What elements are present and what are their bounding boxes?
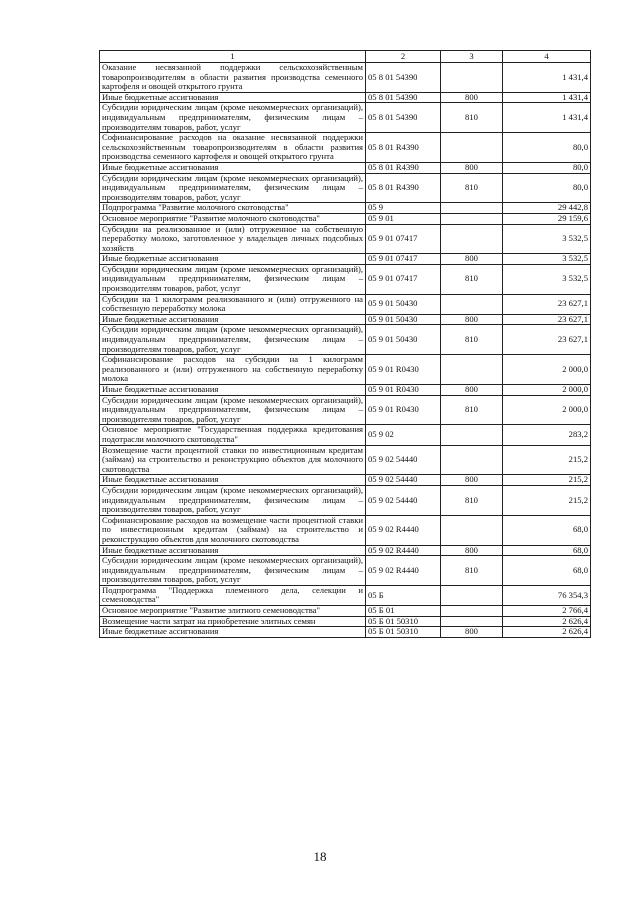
- row-name-cell: Оказание несвязанной поддержки сельскохозяйственным товаропроизводителям в области развития производства семенного картофеля и овощей открытого грунта: [100, 63, 366, 93]
- row-amount-cell: 283,2: [503, 425, 591, 445]
- row-amount-cell: 3 532,5: [503, 224, 591, 254]
- row-expense-type-cell: [441, 355, 503, 385]
- row-code-cell: 05 8 01 54390: [366, 103, 441, 133]
- row-code-cell: 05 9 01 50430: [366, 294, 441, 314]
- row-name-cell: Субсидии юридическим лицам (кроме некоммерческих организаций), индивидуальным предпринимателям, физическим лицам – производителям товаров, работ, услуг: [100, 325, 366, 355]
- table-row: [100, 556, 591, 586]
- row-name-cell: Основное мероприятие "Развитие молочного скотоводства": [100, 213, 366, 224]
- row-code-cell: 05 9 01 R0430: [366, 395, 441, 425]
- table-row: [100, 264, 591, 294]
- row-name-cell: Иные бюджетные ассигнования: [100, 627, 366, 638]
- row-name-cell: Основное мероприятие "Государственная поддержка кредитования подотрасли молочного скотоводства": [100, 425, 366, 445]
- row-amount-cell: 2 000,0: [503, 355, 591, 385]
- table-row: [100, 585, 591, 605]
- row-code-cell: 05 9 02 54440: [366, 475, 441, 486]
- row-amount-cell: 76 354,3: [503, 585, 591, 605]
- table-row: [100, 294, 591, 314]
- row-expense-type-cell: [441, 224, 503, 254]
- row-code-cell: 05 9 01: [366, 213, 441, 224]
- table-row: [100, 173, 591, 203]
- row-expense-type-cell: [441, 203, 503, 214]
- table-row: [100, 63, 591, 93]
- row-amount-cell: 80,0: [503, 162, 591, 173]
- row-expense-type-cell: [441, 425, 503, 445]
- row-expense-type-cell: 800: [441, 92, 503, 103]
- row-amount-cell: 23 627,1: [503, 325, 591, 355]
- page-number: 18: [313, 849, 327, 864]
- table-row: [100, 203, 591, 214]
- row-code-cell: 05 9 01 07417: [366, 224, 441, 254]
- table-row: [100, 515, 591, 545]
- row-name-cell: Субсидии на реализованное и (или) отгруженное на собственную переработку молоко, заготовленное у владельцев личных подсобных хозяйств: [100, 224, 366, 254]
- table-row: [100, 445, 591, 475]
- row-expense-type-cell: 810: [441, 485, 503, 515]
- row-expense-type-cell: 800: [441, 254, 503, 265]
- table-row: [100, 395, 591, 425]
- row-amount-cell: 3 532,5: [503, 264, 591, 294]
- row-expense-type-cell: [441, 63, 503, 93]
- table-row: [100, 545, 591, 556]
- row-amount-cell: 29 159,6: [503, 213, 591, 224]
- header-col-4: 4: [503, 51, 591, 63]
- row-name-cell: Возмещение части процентной ставки по инвестиционным кредитам (займам) на строительство и реконструкцию объектов для молочного скотоводства: [100, 445, 366, 475]
- row-amount-cell: 215,2: [503, 475, 591, 486]
- row-amount-cell: 23 627,1: [503, 314, 591, 325]
- row-code-cell: 05 Б 01 50310: [366, 627, 441, 638]
- row-expense-type-cell: [441, 616, 503, 627]
- row-expense-type-cell: 810: [441, 173, 503, 203]
- row-expense-type-cell: [441, 515, 503, 545]
- row-amount-cell: 68,0: [503, 556, 591, 586]
- table-row: [100, 314, 591, 325]
- row-code-cell: 05 Б 01 50310: [366, 616, 441, 627]
- row-name-cell: Субсидии на 1 килограмм реализованного и (или) отгруженного на собственную переработку молока: [100, 294, 366, 314]
- row-name-cell: Подпрограмма "Развитие молочного скотоводства": [100, 203, 366, 214]
- row-amount-cell: 2 626,4: [503, 627, 591, 638]
- row-name-cell: Субсидии юридическим лицам (кроме некоммерческих организаций), индивидуальным предпринимателям, физическим лицам – производителям товаров, работ, услуг: [100, 556, 366, 586]
- row-name-cell: Основное мероприятие "Развитие элитного семеноводства": [100, 606, 366, 617]
- row-expense-type-cell: [441, 294, 503, 314]
- header-row: [100, 51, 591, 63]
- row-code-cell: 05 9 02 R4440: [366, 556, 441, 586]
- row-amount-cell: 68,0: [503, 545, 591, 556]
- row-name-cell: Субсидии юридическим лицам (кроме некоммерческих организаций), индивидуальным предпринимателям, физическим лицам – производителям товаров, работ, услуг: [100, 485, 366, 515]
- row-code-cell: 05 9 02 54440: [366, 445, 441, 475]
- row-expense-type-cell: [441, 606, 503, 617]
- row-expense-type-cell: 800: [441, 314, 503, 325]
- row-code-cell: 05 9 02 54440: [366, 485, 441, 515]
- row-code-cell: 05 9 01 07417: [366, 254, 441, 265]
- row-code-cell: 05 9: [366, 203, 441, 214]
- table-body: [100, 63, 591, 638]
- row-code-cell: 05 8 01 R4390: [366, 162, 441, 173]
- row-code-cell: 05 Б: [366, 585, 441, 605]
- row-amount-cell: 1 431,4: [503, 103, 591, 133]
- row-name-cell: Софинансирование расходов на субсидии на 1 килограмм реализованного и (или) отгруженного на собственную переработку молока: [100, 355, 366, 385]
- row-name-cell: Подпрограмма "Поддержка племенного дела, селекции и семеноводства": [100, 585, 366, 605]
- row-expense-type-cell: 810: [441, 395, 503, 425]
- table-row: [100, 92, 591, 103]
- row-code-cell: 05 Б 01: [366, 606, 441, 617]
- table-row: [100, 254, 591, 265]
- table-row: [100, 325, 591, 355]
- header-col-1: 1: [100, 51, 366, 63]
- row-amount-cell: 215,2: [503, 445, 591, 475]
- row-expense-type-cell: [441, 213, 503, 224]
- budget-table: [99, 50, 591, 638]
- row-code-cell: 05 9 01 50430: [366, 314, 441, 325]
- row-expense-type-cell: 800: [441, 162, 503, 173]
- row-code-cell: 05 8 01 54390: [366, 92, 441, 103]
- row-name-cell: Иные бюджетные ассигнования: [100, 475, 366, 486]
- row-amount-cell: 29 442,8: [503, 203, 591, 214]
- row-amount-cell: 2 626,4: [503, 616, 591, 627]
- row-amount-cell: 68,0: [503, 515, 591, 545]
- row-code-cell: 05 8 01 54390: [366, 63, 441, 93]
- row-expense-type-cell: 800: [441, 545, 503, 556]
- row-name-cell: Субсидии юридическим лицам (кроме некоммерческих организаций), индивидуальным предпринимателям, физическим лицам – производителям товаров, работ, услуг: [100, 103, 366, 133]
- table-row: [100, 606, 591, 617]
- row-amount-cell: 2 000,0: [503, 385, 591, 396]
- row-name-cell: Субсидии юридическим лицам (кроме некоммерческих организаций), индивидуальным предпринимателям, физическим лицам – производителям товаров, работ, услуг: [100, 395, 366, 425]
- header-col-3: 3: [441, 51, 503, 63]
- row-code-cell: 05 8 01 R4390: [366, 173, 441, 203]
- row-amount-cell: 2 000,0: [503, 395, 591, 425]
- row-expense-type-cell: 810: [441, 103, 503, 133]
- row-expense-type-cell: [441, 585, 503, 605]
- table-row: [100, 162, 591, 173]
- table-header: [100, 51, 591, 63]
- row-code-cell: 05 9 01 07417: [366, 264, 441, 294]
- table-row: [100, 133, 591, 163]
- row-name-cell: Софинансирование расходов на возмещение части процентной ставки по инвестиционным кредитам (займам) на строительство и реконструкцию объектов для молочного скотоводства: [100, 515, 366, 545]
- row-name-cell: Возмещение части затрат на приобретение элитных семян: [100, 616, 366, 627]
- row-name-cell: Иные бюджетные ассигнования: [100, 545, 366, 556]
- header-col-2: 2: [366, 51, 441, 63]
- row-name-cell: Иные бюджетные ассигнования: [100, 314, 366, 325]
- row-amount-cell: 3 532,5: [503, 254, 591, 265]
- row-amount-cell: 2 766,4: [503, 606, 591, 617]
- table-row: [100, 213, 591, 224]
- row-code-cell: 05 9 02 R4440: [366, 515, 441, 545]
- row-name-cell: Иные бюджетные ассигнования: [100, 92, 366, 103]
- row-amount-cell: 80,0: [503, 133, 591, 163]
- row-amount-cell: 215,2: [503, 485, 591, 515]
- row-expense-type-cell: [441, 445, 503, 475]
- table-row: [100, 355, 591, 385]
- row-name-cell: Иные бюджетные ассигнования: [100, 254, 366, 265]
- row-expense-type-cell: 810: [441, 556, 503, 586]
- table-row: [100, 627, 591, 638]
- row-amount-cell: 80,0: [503, 173, 591, 203]
- row-name-cell: Субсидии юридическим лицам (кроме некоммерческих организаций), индивидуальным предпринимателям, физическим лицам – производителям товаров, работ, услуг: [100, 264, 366, 294]
- row-code-cell: 05 9 01 R0430: [366, 355, 441, 385]
- row-amount-cell: 23 627,1: [503, 294, 591, 314]
- row-expense-type-cell: 810: [441, 264, 503, 294]
- table-row: [100, 103, 591, 133]
- row-name-cell: Иные бюджетные ассигнования: [100, 162, 366, 173]
- row-code-cell: 05 9 01 R0430: [366, 385, 441, 396]
- row-expense-type-cell: 800: [441, 475, 503, 486]
- row-amount-cell: 1 431,4: [503, 92, 591, 103]
- table-row: [100, 385, 591, 396]
- row-name-cell: Субсидии юридическим лицам (кроме некоммерческих организаций), индивидуальным предпринимателям, физическим лицам – производителям товаров, работ, услуг: [100, 173, 366, 203]
- row-code-cell: 05 8 01 R4390: [366, 133, 441, 163]
- row-amount-cell: 1 431,4: [503, 63, 591, 93]
- table-row: [100, 616, 591, 627]
- row-name-cell: Софинансирование расходов на оказание несвязанной поддержки сельскохозяйственным товаропроизводителям в области развития производства семенного картофеля и овощей открытого грунта: [100, 133, 366, 163]
- table-row: [100, 224, 591, 254]
- row-expense-type-cell: 800: [441, 385, 503, 396]
- table-row: [100, 425, 591, 445]
- row-name-cell: Иные бюджетные ассигнования: [100, 385, 366, 396]
- row-code-cell: 05 9 02: [366, 425, 441, 445]
- table-row: [100, 475, 591, 486]
- table-row: [100, 485, 591, 515]
- row-expense-type-cell: 800: [441, 627, 503, 638]
- row-expense-type-cell: [441, 133, 503, 163]
- row-code-cell: 05 9 02 R4440: [366, 545, 441, 556]
- row-code-cell: 05 9 01 50430: [366, 325, 441, 355]
- row-expense-type-cell: 810: [441, 325, 503, 355]
